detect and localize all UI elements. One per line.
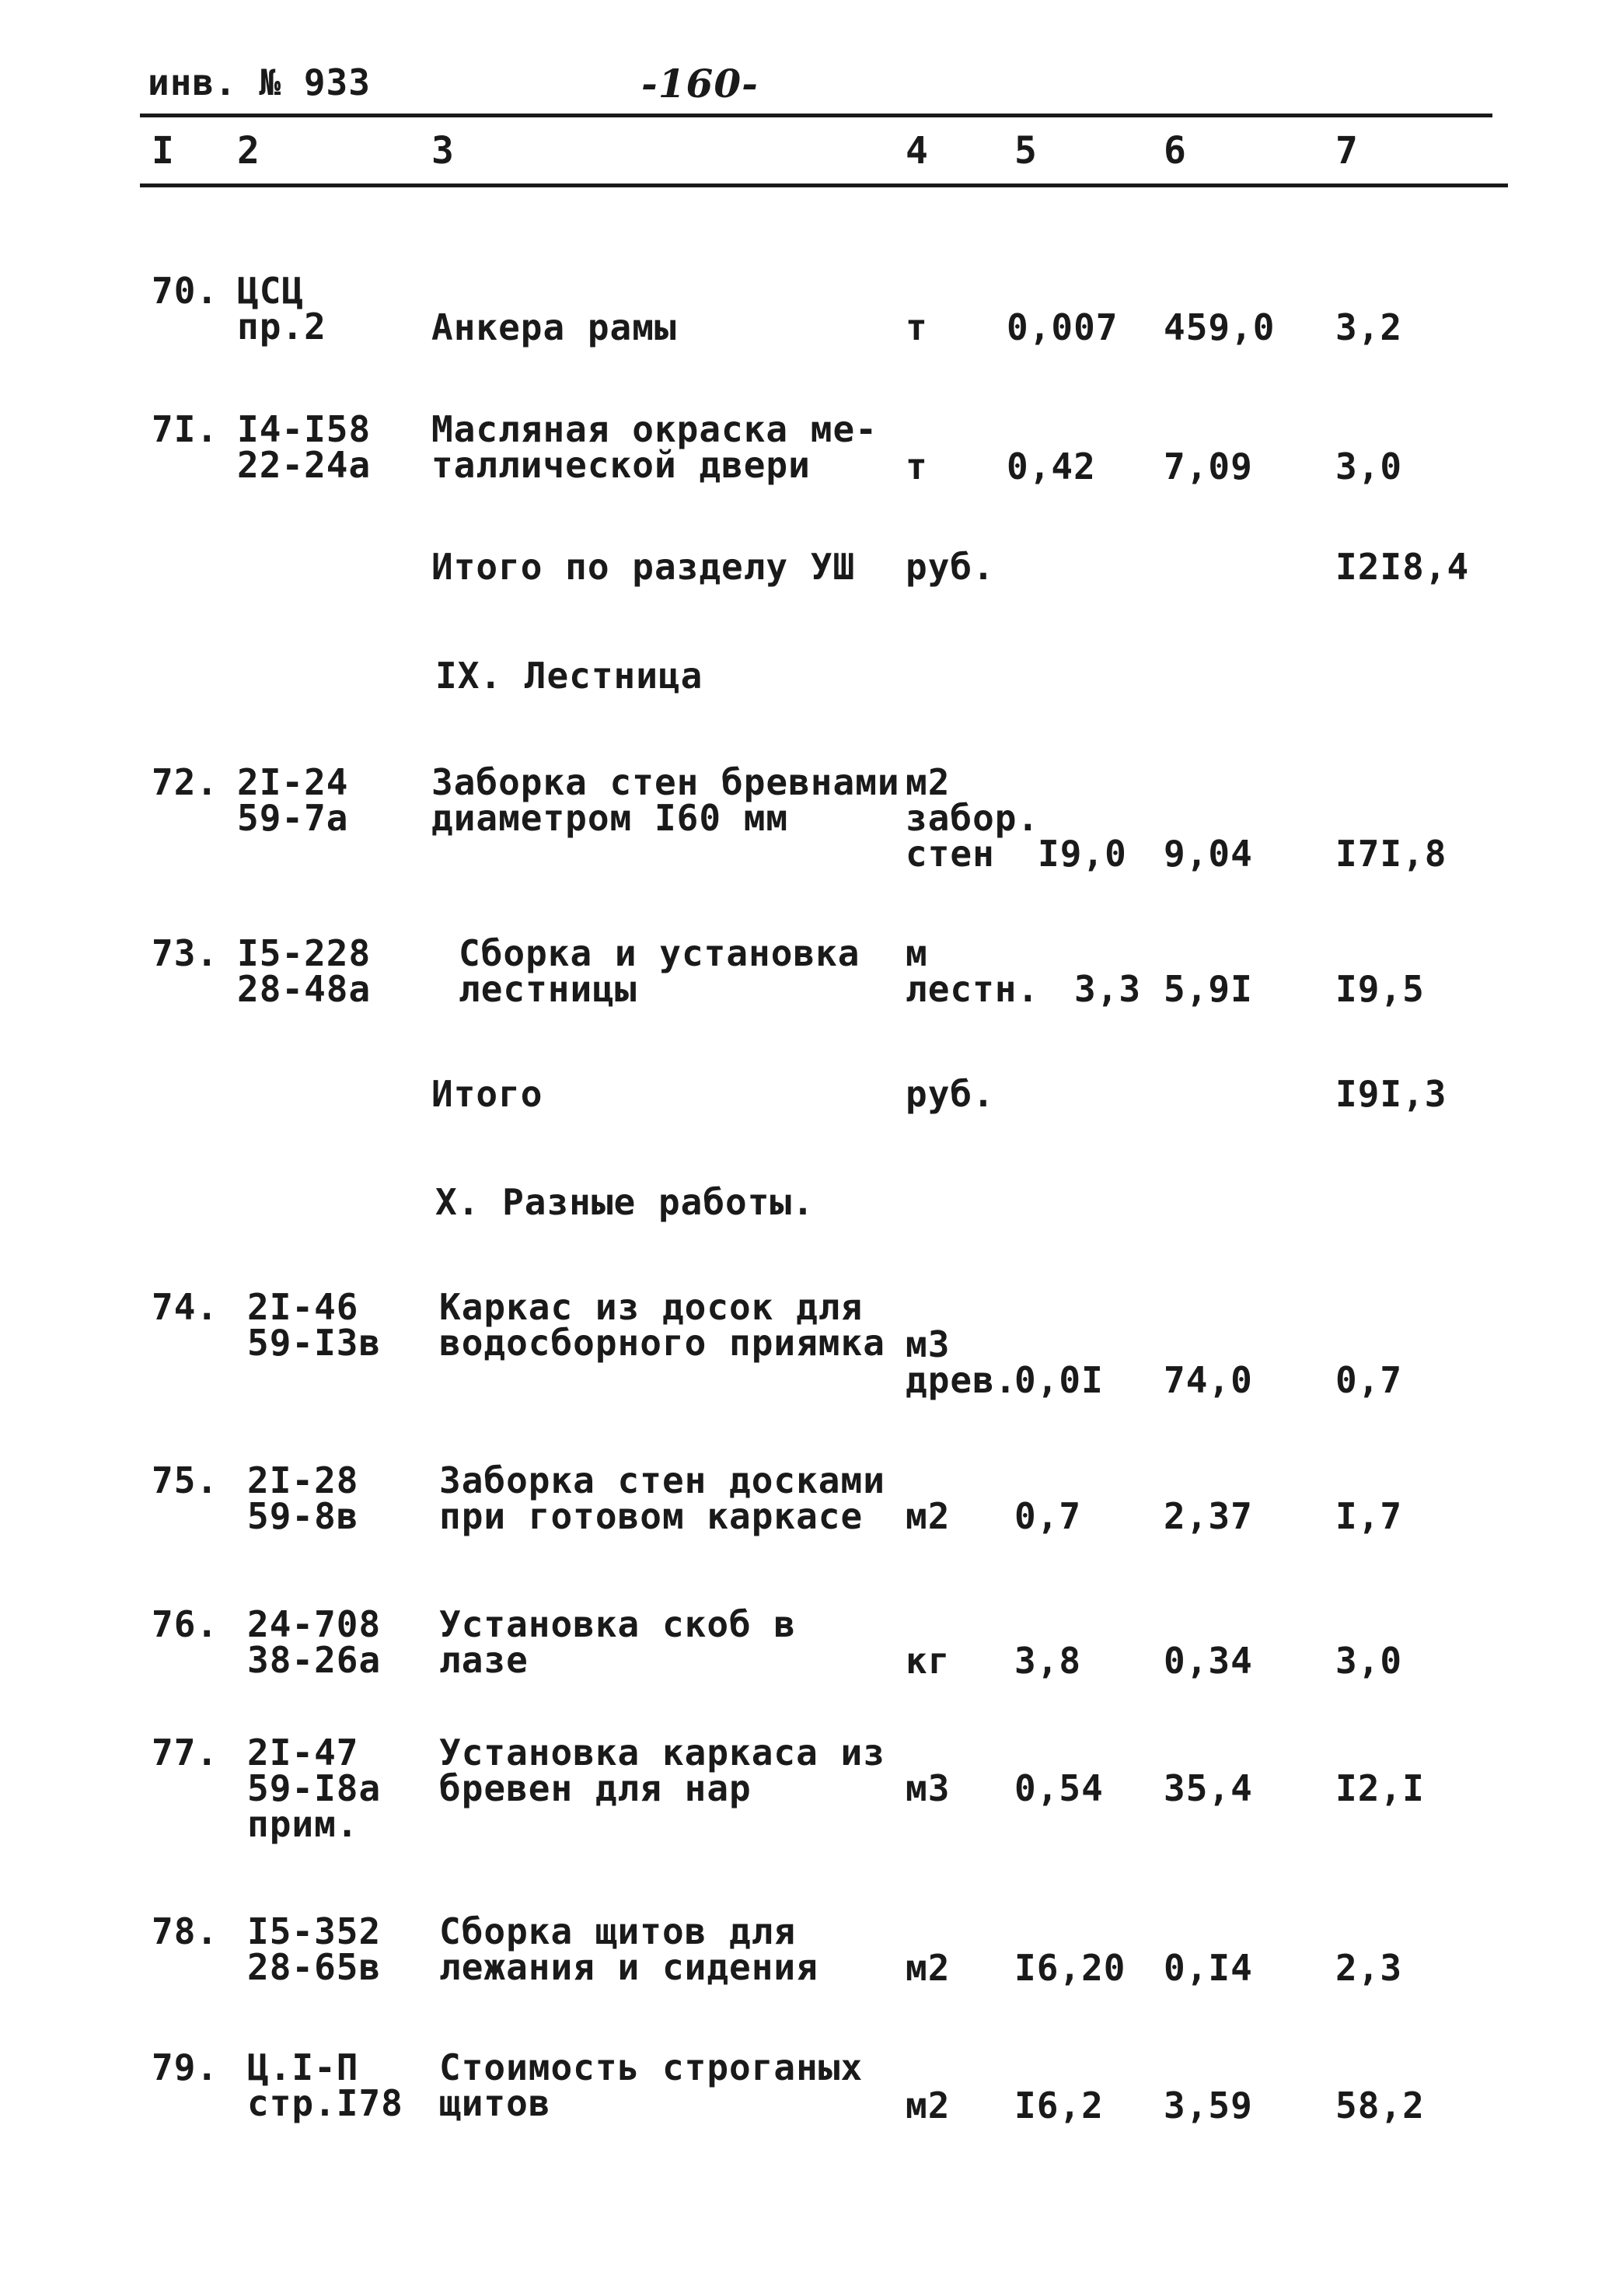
total-cost: I2I8,4 [1335, 546, 1470, 588]
column-header-2: 2 [237, 129, 260, 173]
unit-price: 74,0 [1164, 1359, 1253, 1401]
rate-code: 38-26а [247, 1639, 382, 1681]
rate-code: пр.2 [237, 306, 326, 348]
unit-of-measure: м3 [906, 1767, 951, 1809]
work-description: таллической двери [431, 444, 811, 486]
work-description: IX. Лестница [435, 655, 703, 697]
column-header-3: 3 [431, 129, 455, 173]
unit-price: 9,04 [1164, 833, 1253, 875]
work-description: X. Разные работы. [435, 1181, 815, 1223]
rate-code: 2I-28 [247, 1459, 359, 1501]
quantity: 0,0I [1014, 1359, 1104, 1401]
quantity: 3,8 [1014, 1640, 1082, 1682]
quantity: 3,3 [1074, 968, 1142, 1010]
rate-code: I5-228 [237, 932, 372, 974]
total-cost: I,7 [1335, 1495, 1403, 1537]
unit-price: 3,59 [1164, 2085, 1253, 2127]
unit-price: 7,09 [1164, 446, 1253, 488]
unit-of-measure: древ. [906, 1359, 1017, 1401]
total-cost: 0,7 [1335, 1359, 1403, 1401]
rate-code: 59-8в [247, 1495, 359, 1537]
unit-of-measure: м2 [906, 1947, 951, 1989]
quantity: 0,007 [1007, 306, 1119, 348]
quantity: I9,0 [1038, 833, 1127, 875]
rate-code: 28-65в [247, 1946, 382, 1988]
rate-code: 24-708 [247, 1603, 382, 1645]
unit-price: 0,I4 [1164, 1947, 1253, 1989]
inventory-number: инв. № 933 [148, 61, 371, 103]
unit-of-measure: м2 [906, 2085, 951, 2127]
page-number: -160- [641, 61, 759, 107]
unit-of-measure: кг [906, 1640, 951, 1682]
total-cost: 2,3 [1335, 1947, 1403, 1989]
rate-code: Ц.I-П [247, 2046, 359, 2088]
rate-code: 59-7а [237, 797, 349, 839]
work-description: при готовом каркасе [439, 1495, 864, 1537]
work-description: лазе [439, 1639, 529, 1681]
rate-code: ЦСЦ [237, 270, 305, 312]
work-description: лежания и сидения [439, 1946, 818, 1988]
rate-code: 2I-47 [247, 1732, 359, 1774]
row-number: 73. [152, 932, 219, 974]
header-rule-top [140, 114, 1492, 117]
unit-price: 5,9I [1164, 968, 1253, 1010]
row-number: 78. [152, 1910, 219, 1952]
rate-code: 22-24а [237, 444, 372, 486]
column-header-6: 6 [1164, 129, 1187, 173]
column-header-5: 5 [1014, 129, 1038, 173]
work-description: лестницы [459, 968, 637, 1010]
total-cost: I9,5 [1335, 968, 1425, 1010]
work-description: Заборка стен досками [439, 1459, 885, 1501]
rate-code: 2I-24 [237, 761, 349, 803]
work-description: Заборка стен бревнами [431, 761, 900, 803]
row-number: 7I. [152, 408, 219, 450]
work-description: щитов [439, 2082, 551, 2124]
work-description: бревен для нар [439, 1767, 752, 1809]
work-description: Анкера рамы [431, 306, 677, 348]
row-number: 79. [152, 2046, 219, 2088]
rate-code: I5-352 [247, 1910, 382, 1952]
quantity: I6,20 [1014, 1947, 1126, 1989]
unit-price: 2,37 [1164, 1495, 1253, 1537]
column-header-7: 7 [1335, 129, 1359, 173]
work-description: Итого [431, 1073, 543, 1115]
column-header-4: 4 [906, 129, 929, 173]
work-description: Установка каркаса из [439, 1732, 885, 1774]
header-rule-bottom [140, 183, 1508, 187]
work-description: водосборного приямка [439, 1322, 885, 1364]
unit-of-measure: т [906, 446, 928, 488]
rate-code: 28-48а [237, 968, 372, 1010]
row-number: 76. [152, 1603, 219, 1645]
row-number: 74. [152, 1286, 219, 1328]
unit-of-measure: забор. [906, 797, 1040, 839]
unit-of-measure: м3 [906, 1323, 951, 1365]
work-description: Стоимость строганых [439, 2046, 864, 2088]
quantity: 0,7 [1014, 1495, 1082, 1537]
unit-of-measure: м2 [906, 761, 951, 803]
unit-of-measure: руб. [906, 1073, 995, 1115]
total-cost: 58,2 [1335, 2085, 1425, 2127]
total-cost: I9I,3 [1335, 1073, 1447, 1115]
rate-code: прим. [247, 1803, 359, 1845]
work-description: Сборка и установка [459, 932, 860, 974]
unit-of-measure: руб. [906, 546, 995, 588]
work-description: Установка скоб в [439, 1603, 797, 1645]
total-cost: 3,2 [1335, 306, 1403, 348]
rate-code: 59-I8а [247, 1767, 382, 1809]
row-number: 70. [152, 270, 219, 312]
unit-of-measure: лестн. [906, 968, 1040, 1010]
row-number: 72. [152, 761, 219, 803]
work-description: Итого по разделу УШ [431, 546, 856, 588]
rate-code: I4-I58 [237, 408, 372, 450]
total-cost: I7I,8 [1335, 833, 1447, 875]
unit-of-measure: стен [906, 833, 995, 875]
column-header-1: I [152, 129, 175, 173]
unit-of-measure: т [906, 306, 928, 348]
quantity: 0,54 [1014, 1767, 1104, 1809]
work-description: Сборка щитов для [439, 1910, 797, 1952]
quantity: I6,2 [1014, 2085, 1104, 2127]
rate-code: 2I-46 [247, 1286, 359, 1328]
rate-code: стр.I78 [247, 2082, 403, 2124]
total-cost: 3,0 [1335, 446, 1403, 488]
total-cost: 3,0 [1335, 1640, 1403, 1682]
unit-of-measure: м2 [906, 1495, 951, 1537]
unit-price: 459,0 [1164, 306, 1276, 348]
quantity: 0,42 [1007, 446, 1096, 488]
rate-code: 59-I3в [247, 1322, 382, 1364]
total-cost: I2,I [1335, 1767, 1425, 1809]
work-description: Масляная окраска ме- [431, 408, 878, 450]
unit-price: 0,34 [1164, 1640, 1253, 1682]
work-description: диаметром I60 мм [431, 797, 789, 839]
row-number: 75. [152, 1459, 219, 1501]
unit-price: 35,4 [1164, 1767, 1253, 1809]
row-number: 77. [152, 1732, 219, 1774]
unit-of-measure: м [906, 932, 928, 974]
work-description: Каркас из досок для [439, 1286, 864, 1328]
